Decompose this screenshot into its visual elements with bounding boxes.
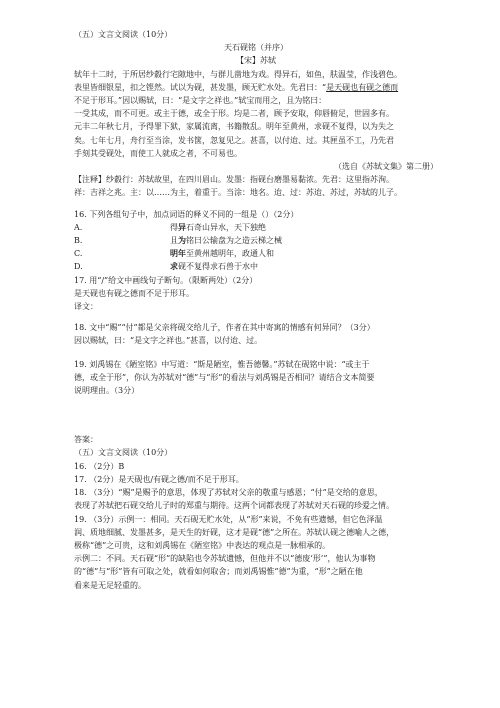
answer-19-line: 润、质地细腻、发墨甚多，是天生的好砚，这才是砚“德”之所在。苏轼认砚之德喻人之德，: [74, 527, 395, 537]
q16-option-d: [74, 260, 438, 273]
q16-option-c: [74, 247, 438, 260]
passage-line: 一受其成，而不可更。或主于德，或全于形。均是二者，顾予安取，仰唇俯足，世固多有。: [74, 109, 394, 119]
q17-stem: 17. 用“/”给文中画线句子断句。（限断两处）（2分）: [74, 275, 258, 285]
answer-19-line: 看来是无足轻重的。: [74, 580, 146, 590]
answer-19-line: 极称“德”之可贵，这和刘禹锡在《陋室铭》中表达的观点是一脉相承的。: [74, 540, 331, 550]
q16-option-b: [74, 234, 438, 247]
passage-line-text: 表里皆细银星，扣之铿然。试以为砚，甚发墨，顾无贮水处。先君曰：“: [74, 82, 327, 92]
option-text: 得异石奇山异水，天下独绝: [170, 221, 266, 232]
passage-line: 手刻其受砚处，而使工人就成之者，不可易也。: [74, 148, 242, 158]
note-line: 【注释】纱縠行：苏轼故里，在四川眉山。发墨：指砚台磨墨易黏浓。先君：这里指苏洵。: [74, 175, 394, 185]
option-key: C.: [74, 249, 83, 259]
dotted-word: 异: [178, 221, 186, 232]
answer-16: 16. （2分）B: [74, 461, 125, 471]
passage-title: 天石砚铭（并序）: [224, 43, 288, 53]
dotted-word: 明年: [170, 248, 186, 259]
passage-source: （选自《苏轼文集》第二册）: [334, 162, 438, 172]
passage-line: 元丰二年秋七月，予得罪下狱，家属流离，书籍散乱。明年至黄州，求砚不复得，以为失之: [74, 122, 394, 132]
section-title: （五）文言文阅读（10分）: [74, 30, 173, 39]
passage-line: 不足于形耳。”因以赐轼，曰：“是文字之祥也。”轼宝而用之，且为铭曰：: [74, 96, 327, 106]
answer-19-line: 的“德”与“形”皆有可取之处，就看如何取舍；而刘禹锡惟“德”为重，“形”之陋在他: [74, 567, 363, 577]
note-line: 祥：吉祥之兆。主：以……为主，着重于。当涂：地名。迨、过：苏迨、苏过，苏轼的儿子。: [74, 188, 402, 198]
q16-option-a: [74, 221, 438, 234]
q19-stem: 德，或全于形”，你认为苏轼对“德”与“形”的看法与刘禹锡是否相同？请结合文本简要: [74, 372, 375, 382]
q18-stem: 18. 文中“赐”“付”都是父亲将砚交给儿子，作者在其中寄寓的情感有何异同？（3分）: [74, 323, 375, 333]
q17-sentence: 是天砚也有砚之德而不足于形耳。: [74, 288, 194, 298]
answer-19-line: 19. （3分）示例一：相同。天石砚无贮水处，从“形”来说，不免有些遗憾，但它色泽温: [74, 514, 383, 524]
dotted-word: 求: [170, 261, 178, 272]
answer-17: 17. （2分）是天砚也/有砚之德/而不足于形耳。: [74, 474, 244, 484]
option-text: 求砚不复得求石兽于水中: [170, 261, 258, 272]
option-text: 明年至黄州越明年，政通人和: [170, 248, 274, 259]
answers-section-title: （五）文言文阅读（10分）: [74, 448, 173, 458]
q18-quote: 因以赐轼，曰：“是文字之祥也。”甚喜，以付迨、过。: [74, 336, 263, 346]
passage-line: [74, 81, 438, 94]
option-key: D.: [74, 262, 83, 272]
answer-18-line: 表现了苏轼把石砚交给儿子时的郑重与期待。这两个词都表现了苏轼对天石砚的珍爱之情。: [74, 501, 394, 511]
passage-line: 矣。七年七月，舟行至当涂，发书箧，忽复见之。甚喜，以付迨、过。其匣虽不工，乃先君: [74, 135, 394, 145]
q19-stem: 说明理由。（3分）: [74, 386, 140, 396]
option-key: B.: [74, 236, 83, 246]
answers-label: 答案：: [74, 435, 98, 445]
q17-translate-label: 译文：: [74, 302, 98, 312]
dotted-word: 为: [178, 235, 186, 246]
passage-author: 【宋】苏轼: [236, 56, 276, 66]
q19-stem: 19. 刘禹锡在《陋室铭》中写道：“斯是陋室，惟吾德馨。”苏轼在砚铭中说：“或主于: [74, 359, 370, 369]
underlined-sentence: 是天砚也有砚之德而: [326, 82, 399, 92]
answer-19-line: 示例二：不同。天石砚“形”的缺陷也令苏轼遗憾，但他并不以“德废‘形’”，他认为事物: [74, 554, 376, 564]
option-text: 且为铭曰公输盘为之造云梯之械: [170, 235, 282, 246]
q16-stem: 16. 下列各组句子中，加点词语的释义不同的一组是（）（2分）: [74, 209, 299, 219]
option-key: A.: [74, 222, 83, 232]
passage-line: 轼年十二时，于所居纱縠行宅隙地中，与群儿凿地为戏。得异石，如鱼，肤温莹，作浅碧色。: [74, 69, 402, 79]
answer-18-line: 18. （3分）“赐”是赐予的意思，体现了苏轼对父亲的敬重与感恩；“付”是交给的意思，: [74, 488, 383, 498]
